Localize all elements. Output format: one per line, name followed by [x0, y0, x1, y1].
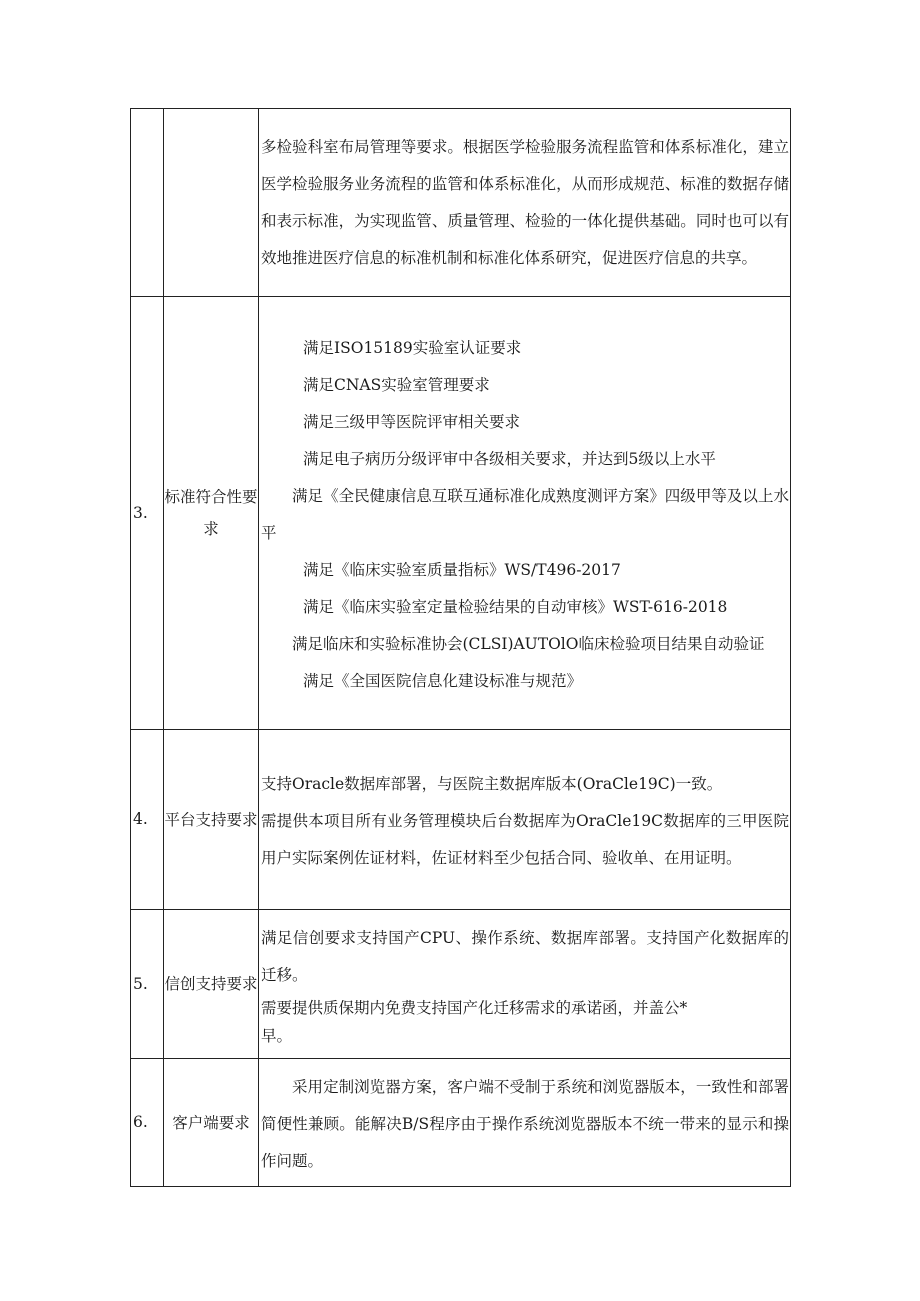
row-number-cell: 6.	[131, 1059, 164, 1187]
content-paragraph: 支持Oracle数据库部署，与医院主数据库版本(OraCle19C)一致。	[261, 775, 723, 793]
requirement-content-cell	[259, 1059, 791, 1187]
requirement-name-cell: 客户端要求	[164, 1059, 259, 1187]
requirements-table	[130, 108, 791, 1187]
list-item: 满足《临床实验室定量检验结果的自动审核》WST-616-2018	[303, 597, 728, 616]
row-number-cell: 4.	[131, 730, 164, 910]
table-row	[131, 1059, 791, 1187]
requirement-content-cell	[259, 109, 791, 297]
requirement-name-cell: 信创支持要求	[164, 910, 259, 1059]
content-paragraph: 需要提供质保期内免费支持国产化迁移需求的承诺函，并盖公*	[261, 999, 688, 1017]
list-item: 满足临床和实验标准协会(CLSI)AUTOlO临床检验项目结果自动验证	[292, 634, 765, 653]
table-row	[131, 910, 791, 1059]
table-row	[131, 297, 791, 730]
content-paragraph: 多检验科室布局管理等要求。根据医学检验服务流程监管和体系标准化，建立医学检验服务业务流程的监管和体系标准化，从而形成规范、标准的数据存储和表示标准，为实现监管、质量管理、检验的一体化提供基础。同时也可以有效地推进医疗信息的标准机制和标准化体系研究，促进医疗信息的共享。	[261, 138, 789, 267]
row-number-cell: 5.	[131, 910, 164, 1059]
requirement-content-cell	[259, 910, 791, 1059]
list-item: 满足ISO15189实验室认证要求	[303, 338, 522, 357]
row-number-cell: 3.	[131, 297, 164, 730]
list-item: 满足《全民健康信息互联互通标准化成熟度测评方案》四级甲等及以上水平	[261, 486, 789, 542]
requirement-content-cell	[259, 730, 791, 910]
requirement-content-cell	[259, 297, 791, 730]
content-paragraph: 需提供本项目所有业务管理模块后台数据库为OraCle19C数据库的三甲医院用户实际案例佐证材料，佐证材料至少包括合同、验收单、在用证明。	[261, 812, 789, 867]
list-item: 满足《临床实验室质量指标》WS/T496-2017	[303, 560, 621, 579]
list-item: 满足电子病历分级评审中各级相关要求，并达到5级以上水平	[303, 449, 716, 468]
table-row	[131, 109, 791, 297]
content-paragraph: 满足信创要求支持国产CPU、操作系统、数据库部署。支持国产化数据库的迁移。	[261, 929, 789, 984]
content-paragraph: 早。	[261, 1027, 293, 1045]
list-item: 满足CNAS实验室管理要求	[303, 375, 490, 394]
row-number-cell	[131, 109, 164, 297]
content-paragraph: 采用定制浏览器方案，客户端不受制于系统和浏览器版本，一致性和部署简便性兼顾。能解决B/S程序由于操作系统浏览器版本不统一带来的显示和操作问题。	[261, 1078, 789, 1170]
table-row	[131, 730, 791, 910]
requirement-name-cell: 标准符合性要求	[164, 297, 259, 730]
requirement-name-cell	[164, 109, 259, 297]
list-item: 满足《全国医院信息化建设标准与规范》	[303, 671, 583, 690]
list-item: 满足三级甲等医院评审相关要求	[303, 412, 521, 431]
requirement-name-cell: 平台支持要求	[164, 730, 259, 910]
